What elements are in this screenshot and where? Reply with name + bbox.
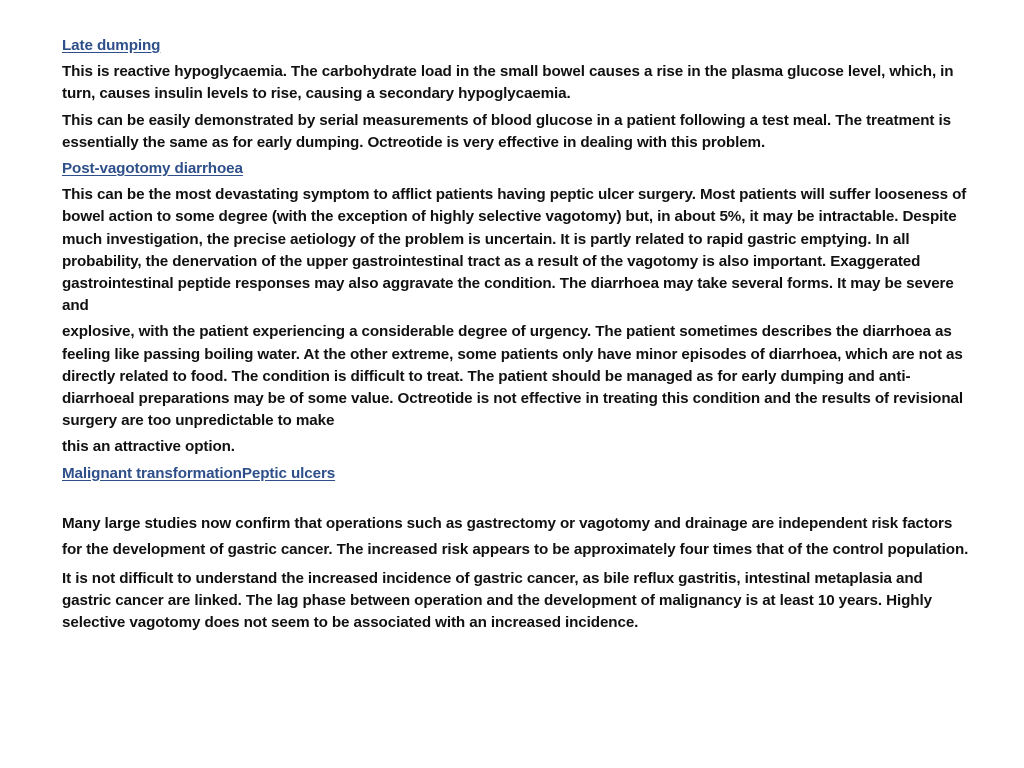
heading-late-dumping: Late dumping: [62, 37, 161, 54]
paragraph-malignant-1: Many large studies now confirm that operations such as gastrectomy or vagotomy and drainage are independent risk factors for the development of gastric cancer. The increased risk appears to be approximately four times that of the control population.: [62, 514, 969, 559]
document-body: [62, 35, 970, 638]
spacer: [62, 489, 970, 511]
paragraph-post-vagotomy-1: This can be the most devastating symptom to afflict patients having peptic ulcer surgery. Most patients will suffer looseness of bowel action to some degree (with the exception of highly selective vagotomy) but, in about 5%, it may be intractable. Despite much investigation, the precise aetiology of the problem is uncertain. It is partly related to rapid gastric emptying. In all probability, the denervation of the upper gastrointestinal tract as a result of the vagotomy is also important. Exaggerated gastrointestinal peptide responses may also aggravate the condition. The diarrhoea may take several forms. It may be severe and: [62, 186, 967, 315]
paragraph-malignant-2: It is not difficult to understand the increased incidence of gastric cancer, as bile reflux gastritis, intestinal metaplasia and gastric cancer are linked. The lag phase between operation and the development of malignancy is at least 10 years. Highly selective vagotomy does not seem to be associated with an increased incidence.: [62, 569, 932, 632]
paragraph-late-dumping-2: This can be easily demonstrated by serial measurements of blood glucose in a patient following a test meal. The treatment is essentially the same as for early dumping. Octreotide is very effective in dealing with this problem.: [62, 111, 951, 151]
paragraph-post-vagotomy-2: explosive, with the patient experiencing a considerable degree of urgency. The patient sometimes describes the diarrhoea as feeling like passing boiling water. At the other extreme, some patients only have minor episodes of diarrhoea, which are not as directly related to food. The condition is difficult to treat. The patient should be managed as for early dumping and anti-diarrhoeal preparations may be of some value. Octreotide is not effective in treating this condition and the results of revisional surgery are too unpredictable to make: [62, 323, 963, 430]
paragraph-post-vagotomy-3: this an attractive option.: [62, 438, 235, 456]
paragraph-late-dumping-1: This is reactive hypoglycaemia. The carbohydrate load in the small bowel causes a rise in the plasma glucose level, which, in turn, causes insulin levels to rise, causing a secondary hypoglycaemia.: [62, 63, 954, 103]
heading-malignant-transformation: Malignant transformationPeptic ulcers: [62, 464, 336, 482]
heading-post-vagotomy-diarrhoea: Post-vagotomy diarrhoea: [62, 160, 243, 178]
